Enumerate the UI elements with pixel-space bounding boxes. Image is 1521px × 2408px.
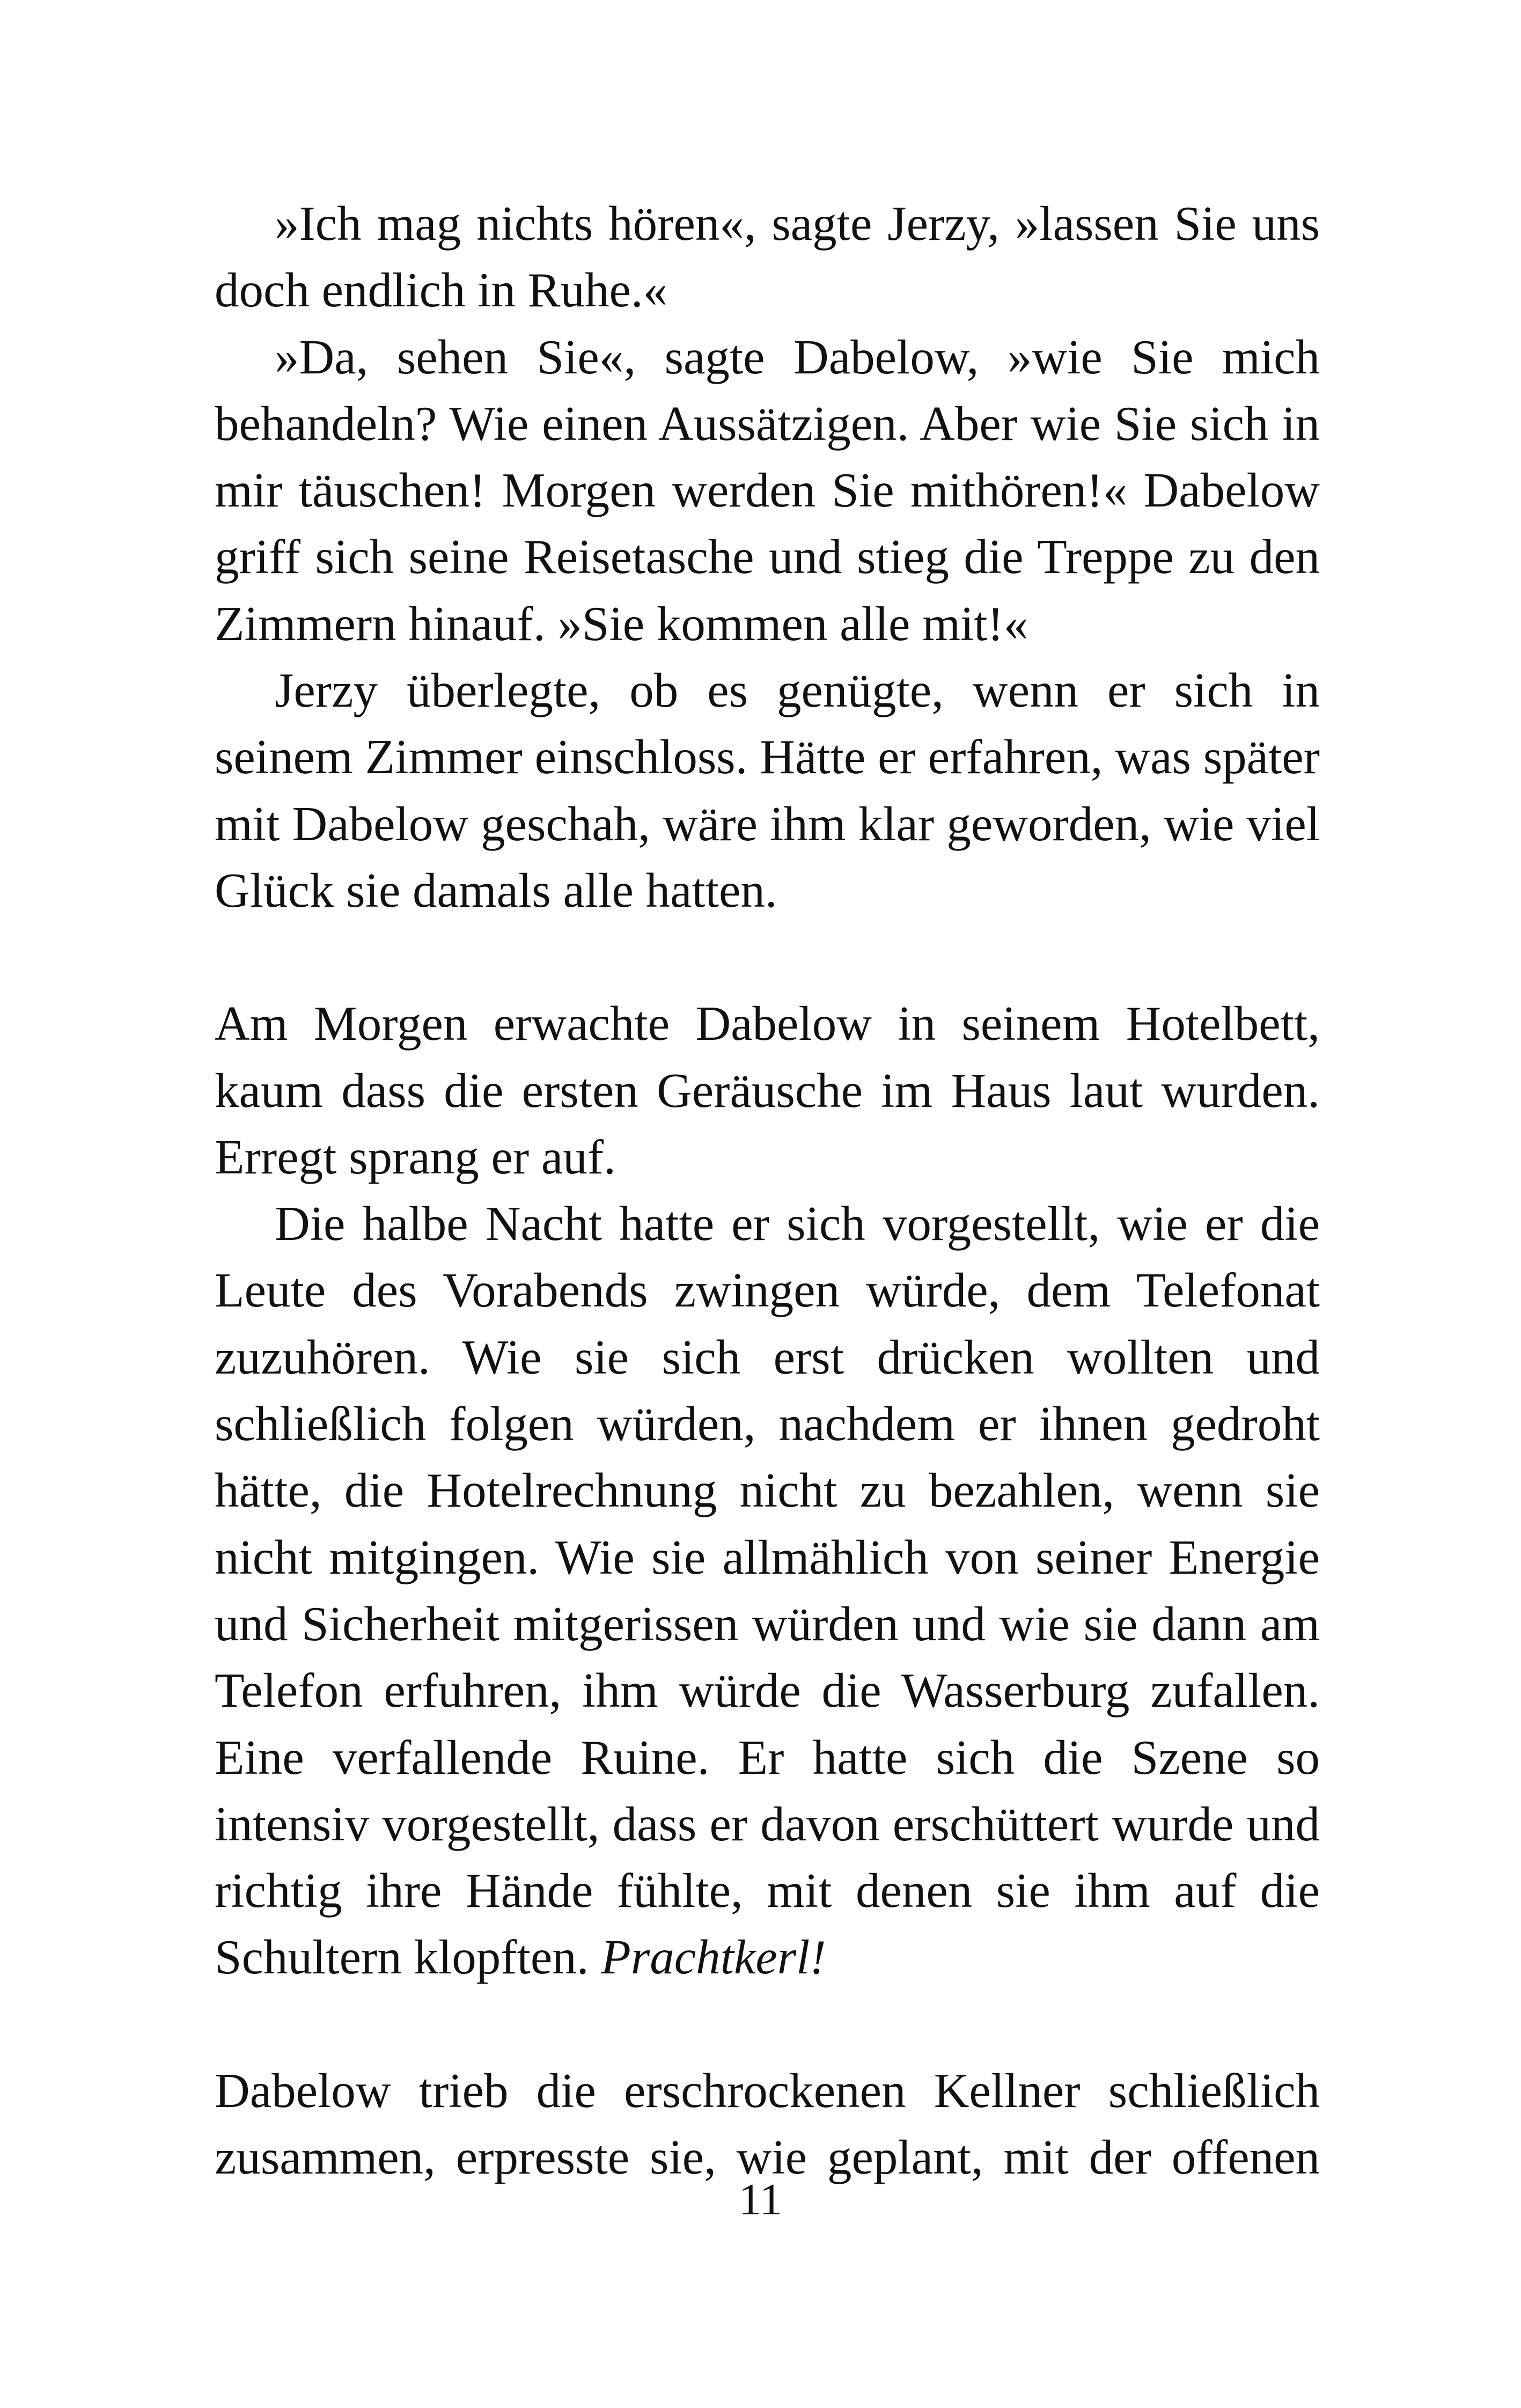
paragraph-4: Am Morgen erwachte Dabelow in seinem Hotelbett, kaum dass die ersten Geräusche im Haus laut wurden. Erregt sprang er auf. [215,996,1320,1184]
paragraph-5-text: Die halbe Nacht hatte er sich vorgestellt, wie er die Leute des Vorabends zwingen würde, dem Telefonat zuzuhören. Wie sie sich erst drücken wollten und schließlich folgen würden, nachdem er ihnen gedroht hätte, die Hotelrechnung nicht zu bezahlen, wenn sie nicht mitgingen. Wie sie allmählich von seiner Energie und Sicherheit mitgerissen würden und wie sie dann am Telefon erfuhren, ihm würde die Wasserburg zufallen. Eine verfallende Ruine. Er hatte sich die Szene so intensiv vorgestellt, dass er davon erschüttert wurde und richtig ihre Hände fühlte, mit denen sie ihm auf die Schultern klopften. [215,1196,1320,1985]
paragraph-1: »Ich mag nichts hören«, sagte Jerzy, »lassen Sie uns doch endlich in Ruhe.« [215,196,1320,318]
paragraph-2: »Da, sehen Sie«, sagte Dabelow, »wie Sie mich behandeln? Wie einen Aussätzigen. Aber wie Sie sich in mir täuschen! Morgen werden Sie mithören!« Dabelow griff sich seine Reisetasche und stieg die Treppe zu den Zimmern hinauf. »Sie kommen alle mit!« [215,329,1320,651]
page-number: 11 [739,2175,782,2225]
paragraph-5-emphasis: Prachtkerl! [601,1930,826,1985]
paragraph-3: Jerzy überlegte, ob es genügte, wenn er sich in seinem Zimmer einschloss. Hätte er erfahren, was später mit Dabelow geschah, wäre ihm klar geworden, wie viel Glück sie damals alle hatten. [215,663,1320,917]
paragraph-6: Dabelow trieb die erschrockenen Kellner schließlich zusammen, erpresste sie, wie geplant, mit der offenen [215,2063,1320,2185]
body-text [215,190,1320,2191]
paragraph-5 [215,1191,1320,1991]
